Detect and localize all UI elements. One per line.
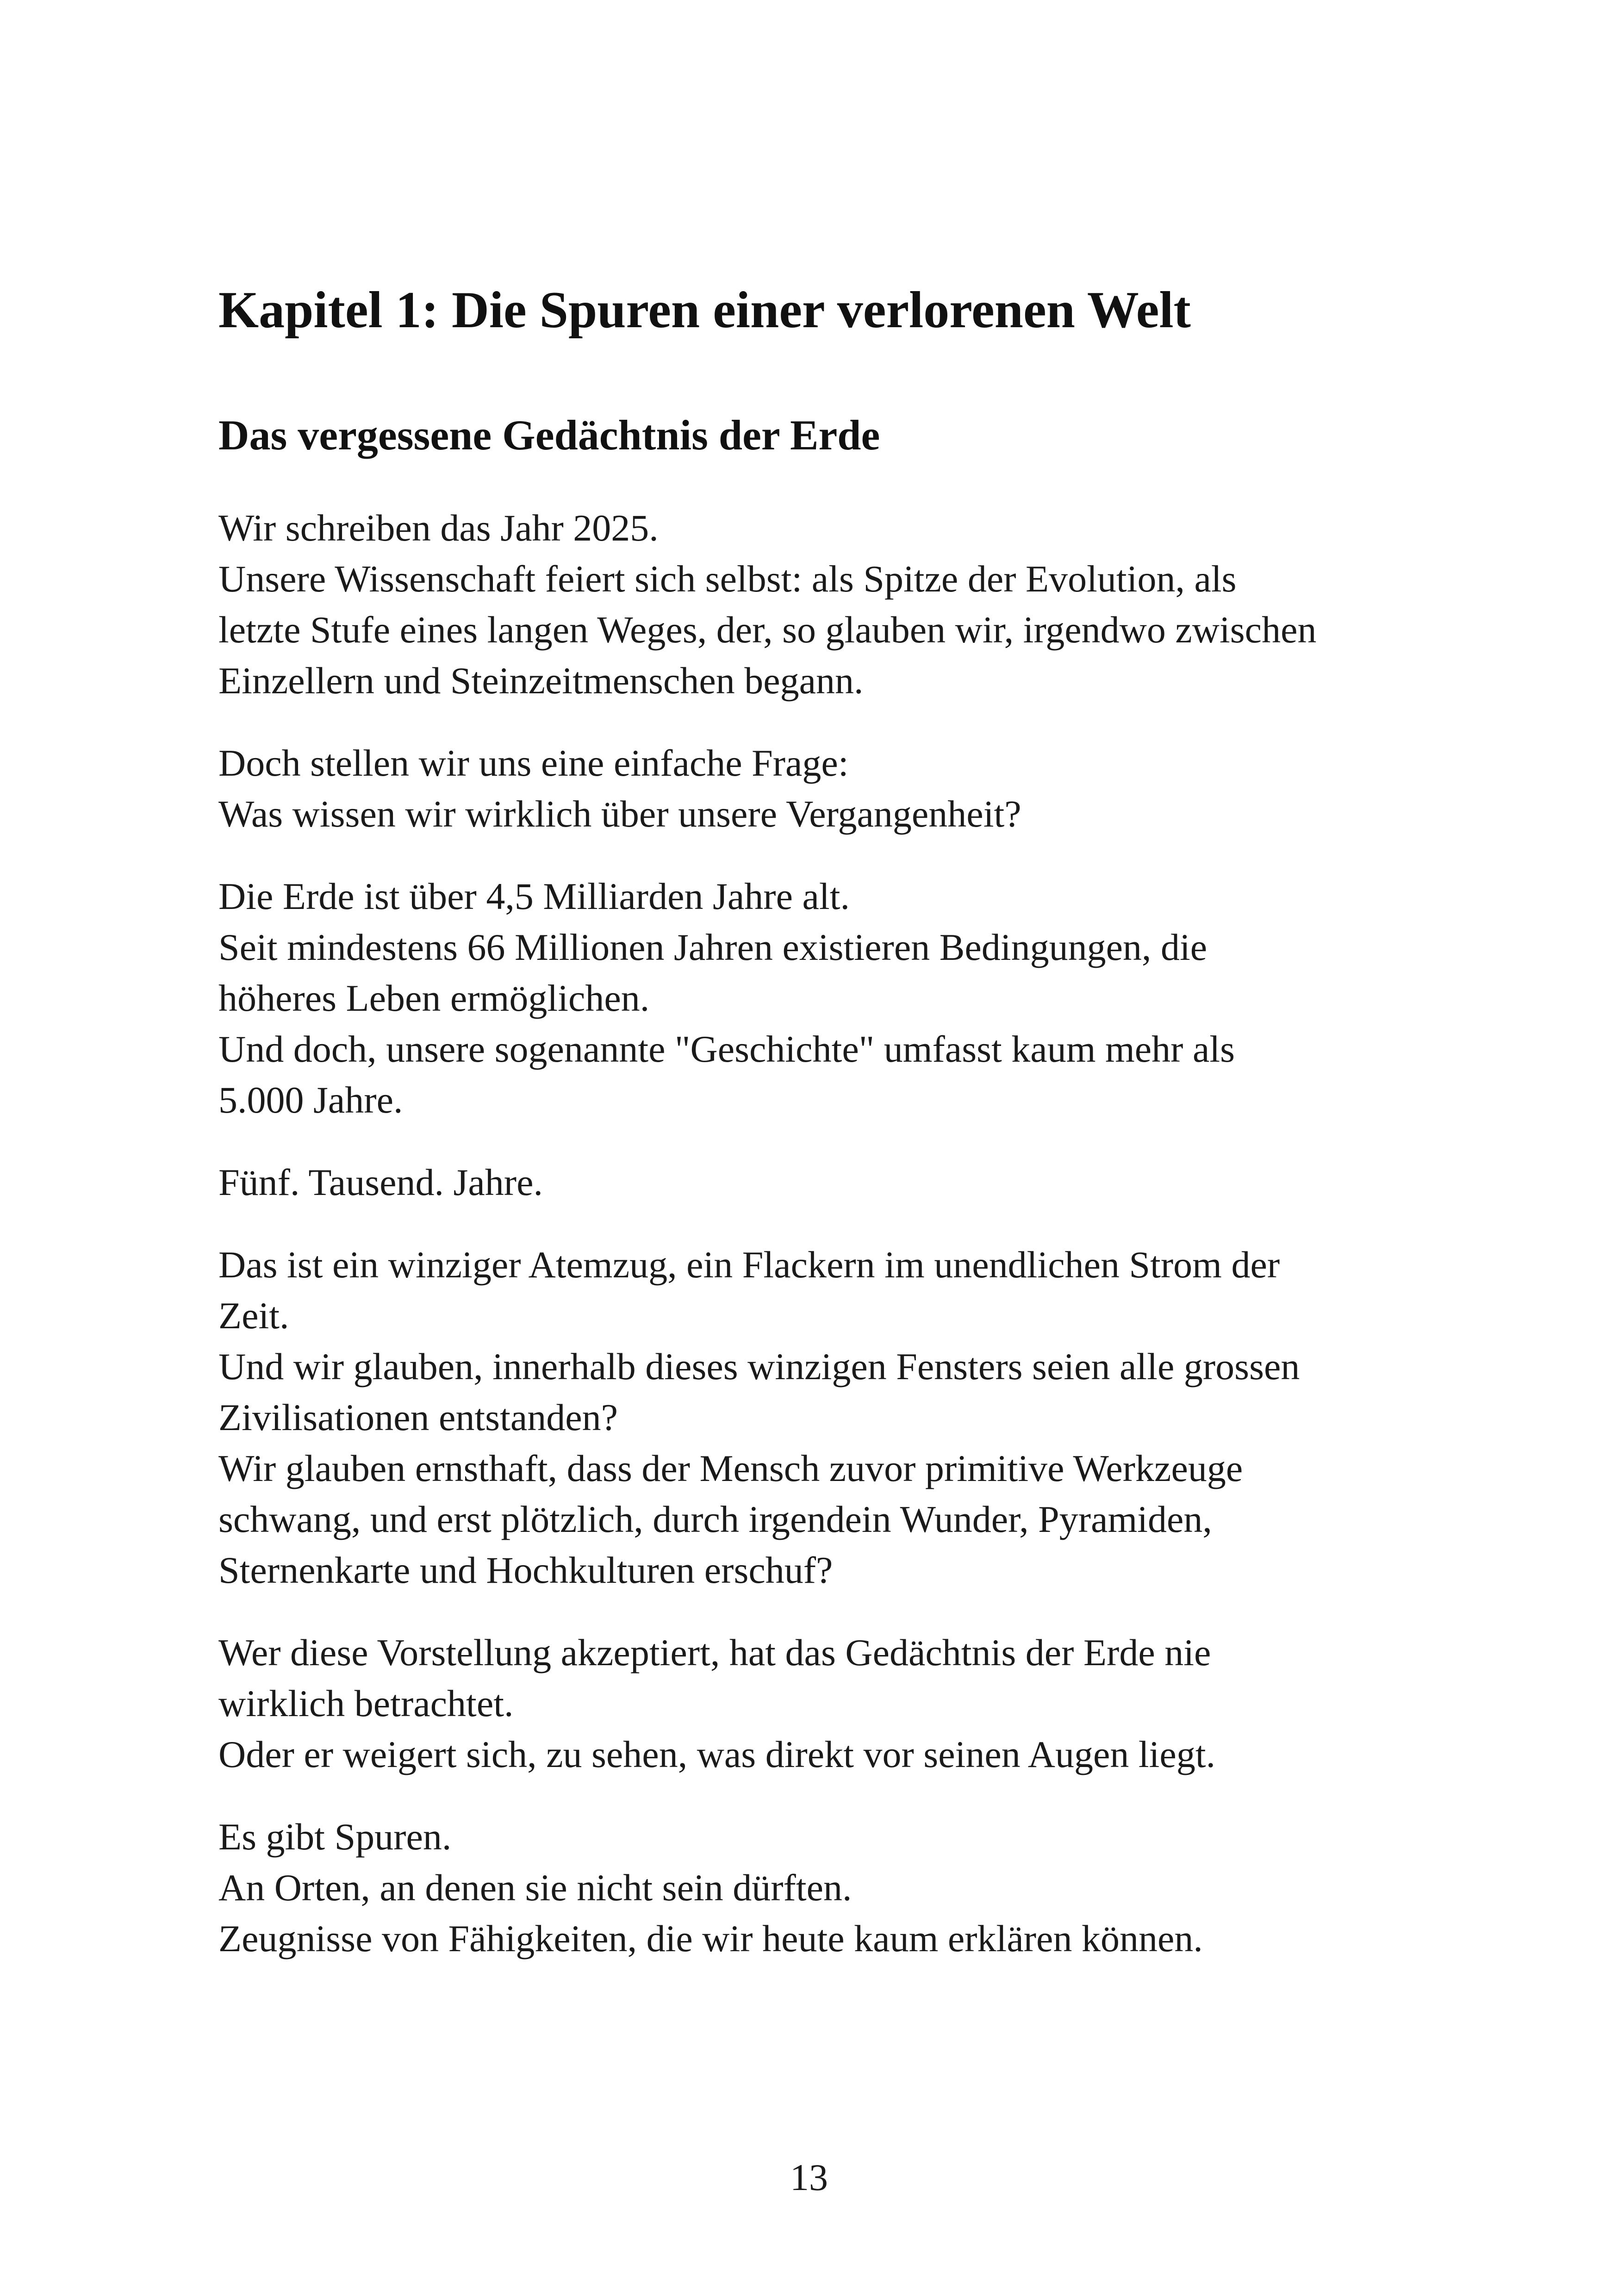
- text-line: Die Erde ist über 4,5 Milliarden Jahre alt.: [218, 875, 850, 917]
- section-title: Das vergessene Gedächtnis der Erde: [218, 411, 880, 459]
- text-line: Seit mindestens 66 Millionen Jahren existieren Bedingungen, die: [218, 926, 1207, 968]
- text-line: Wir glauben ernsthaft, dass der Mensch zuvor primitive Werkzeuge: [218, 1447, 1243, 1489]
- text-line: An Orten, an denen sie nicht sein dürften.: [218, 1867, 852, 1909]
- text-line: wirklich betrachtet.: [218, 1682, 514, 1724]
- paragraph: [218, 1627, 1422, 1780]
- text-line: Wer diese Vorstellung akzeptiert, hat das Gedächtnis der Erde nie: [218, 1631, 1211, 1674]
- text-line: Und doch, unsere sogenannte "Geschichte" umfasst kaum mehr als: [218, 1028, 1235, 1070]
- text-line: höheres Leben ermöglichen.: [218, 977, 650, 1019]
- text-line: Zivilisationen entstanden?: [218, 1396, 618, 1438]
- text-line: Was wissen wir wirklich über unsere Vergangenheit?: [218, 793, 1021, 835]
- text-line: Zeit.: [218, 1294, 289, 1337]
- chapter-title: Kapitel 1: Die Spuren einer verlorenen Welt: [218, 281, 1191, 339]
- paragraph: [218, 1157, 1422, 1208]
- paragraph: [218, 1239, 1422, 1596]
- text-line: Sternenkarte und Hochkulturen erschuf?: [218, 1549, 833, 1591]
- text-line: Unsere Wissenschaft feiert sich selbst: als Spitze der Evolution, als: [218, 558, 1237, 600]
- text-line: Einzellern und Steinzeitmenschen begann.: [218, 660, 864, 702]
- text-line: Das ist ein winziger Atemzug, ein Flackern im unendlichen Strom der: [218, 1244, 1280, 1286]
- text-line: Es gibt Spuren.: [218, 1816, 452, 1858]
- text-line: Wir schreiben das Jahr 2025.: [218, 507, 659, 549]
- text-line: 5.000 Jahre.: [218, 1079, 403, 1121]
- page-number: 13: [790, 2156, 828, 2198]
- text-line: Oder er weigert sich, zu sehen, was direkt vor seinen Augen liegt.: [218, 1733, 1216, 1775]
- text-line: letzte Stufe eines langen Weges, der, so glauben wir, irgendwo zwischen: [218, 609, 1317, 651]
- text-line: Doch stellen wir uns eine einfache Frage:: [218, 742, 849, 784]
- paragraph: [218, 1811, 1422, 1964]
- text-line: schwang, und erst plötzlich, durch irgendein Wunder, Pyramiden,: [218, 1498, 1212, 1540]
- text-line: Zeugnisse von Fähigkeiten, die wir heute kaum erklären können.: [218, 1917, 1203, 1960]
- paragraph: [218, 871, 1422, 1126]
- text-line: Und wir glauben, innerhalb dieses winzigen Fensters seien alle grossen: [218, 1345, 1300, 1388]
- body-text: [218, 503, 1422, 1996]
- paragraph: [218, 738, 1422, 840]
- paragraph: [218, 503, 1422, 706]
- text-line: Fünf. Tausend. Jahre.: [218, 1161, 543, 1203]
